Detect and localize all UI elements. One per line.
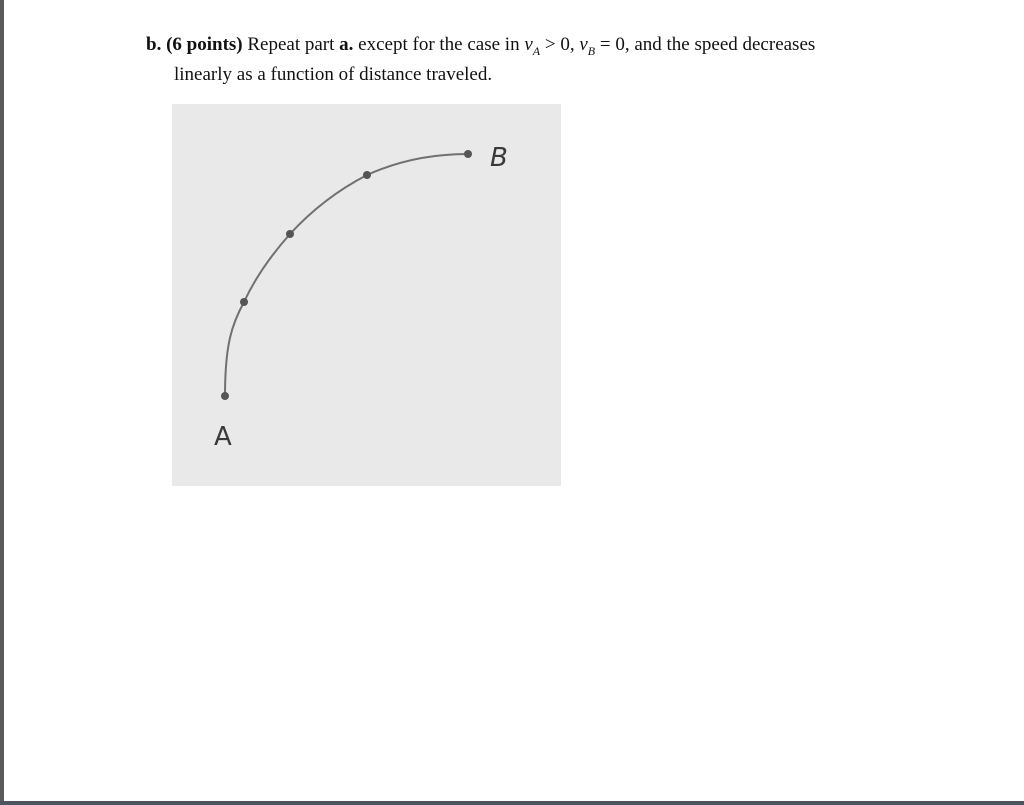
trajectory-path xyxy=(225,154,468,396)
velocity-b: $v_B$ xyxy=(579,34,596,58)
label-b: B xyxy=(490,143,508,173)
velocity-a: $v_A$ xyxy=(524,34,541,58)
window-left-edge xyxy=(0,0,4,805)
trajectory-dot-3 xyxy=(363,171,371,179)
question-text-1: Repeat part xyxy=(247,34,335,55)
question-line-2: linearly as a function of distance traveled. xyxy=(174,63,493,85)
trajectory-figure xyxy=(172,104,561,486)
points-label: (6 points) xyxy=(166,34,243,55)
question-text-2: except for the case in xyxy=(358,34,520,55)
label-a: A xyxy=(214,422,232,452)
trajectory-drawing xyxy=(172,104,561,486)
question-text xyxy=(146,33,936,87)
point-b-dot xyxy=(464,150,472,158)
point-a-dot xyxy=(221,392,229,400)
trajectory-dot-2 xyxy=(286,230,294,238)
condition-a: > 0, xyxy=(544,34,575,55)
condition-b: = 0, and the speed decreases xyxy=(599,34,816,55)
part-reference: a. xyxy=(339,34,354,55)
trajectory-dot-1 xyxy=(240,298,248,306)
part-label: b. xyxy=(146,34,162,55)
window-bottom-edge xyxy=(0,801,1024,805)
